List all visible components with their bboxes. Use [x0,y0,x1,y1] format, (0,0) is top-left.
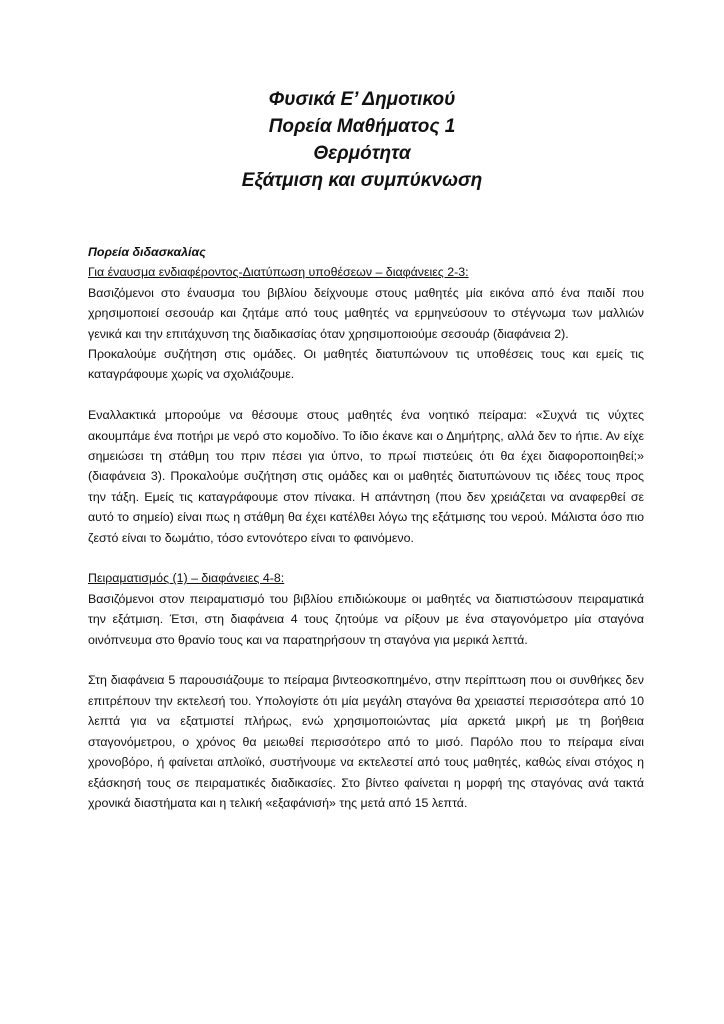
subheading-experiment-1: Πειραματισμός (1) – διαφάνειες 4-8: [88,571,285,586]
subheading-interest-hypotheses: Για έναυσμα ενδιαφέροντος-Διατύπωση υποθέσεων – διαφάνειες 2-3: [88,265,469,280]
paragraph-thought-experiment: Εναλλακτικά μπορούμε να θέσουμε στους μαθητές ένα νοητικό πείραμα: «Συχνά τις νύχτες ακουμπάμε ένα ποτήρι με νερό στο κομοδίνο. Το ίδιο έκανε και ο Δημήτρης, αλλά δεν το ήπιε. Αν είχε σημειώσει τη στάθμη του πριν πέσει για ύπνο, το πρωί πιστεύεις ότι θα έχει διαφοροποιηθεί;» (διαφάνεια 3). Προκαλούμε συζήτηση στις ομάδες και οι μαθητές διατυπώνουν τις ιδέες τους προς την τάξη. Εμείς τις καταγράφουμε στον πίνακα. Η απάντηση (που δεν χρειάζεται να αναφερθεί σε αυτό το σημείο) είναι πως η στάθμη θα έχει κατέλθει λόγω της εξάτμισης του νερού. Μάλιστα όσο πιο ζεστό είναι το δωμάτιο, τόσο εντονότερο είναι το φαινόμενο. [88,408,644,545]
document-body [88,242,644,813]
title-block [0,86,724,194]
title-subject: Φυσικά Ε’ Δημοτικού [268,89,456,110]
section-heading-teaching: Πορεία διδασκαλίας [88,245,206,259]
spacer [88,385,644,405]
title-subtopic: Εξάτμιση και συμπύκνωση [241,170,483,191]
spacer [88,650,644,670]
title-lesson: Πορεία Μαθήματος 1 [268,116,456,137]
title-topic: Θερμότητα [313,143,411,164]
paragraph-group-discussion: Προκαλούμε συζήτηση στις ομάδες. Οι μαθητές διατυπώνουν τις υποθέσεις τους και εμείς τις καταγράφουμε χωρίς να σχολιάζουμε. [88,347,644,382]
paragraph-alcohol-drop: Βασιζόμενοι στον πειραματισμό του βιβλίου επιδιώκουμε οι μαθητές να διαπιστώσουν πειραματικά την εξάτμιση. Έτσι, στη διαφάνεια 4 τους ζητούμε να ρίξουν με ένα σταγονόμετρο μία σταγόνα οινόπνευμα στο θρανίο τους και να παρατηρήσουν τη σταγόνα για μερικά λεπτά. [88,591,644,647]
paragraph-hairdryer: Βασιζόμενοι στο έναυσμα του βιβλίου δείχνουμε στους μαθητές μία εικόνα από ένα παιδί που χρησιμοποιεί σεσουάρ και ζητάμε από τους μαθητές να ερμηνεύσουν το στέγνωμα των μαλλιών γενικά και την επιτάχυνση της διαδικασίας όταν χρησιμοποιούμε σεσουάρ (διαφάνεια 2). [88,285,644,341]
spacer [88,548,644,568]
paragraph-video-experiment: Στη διαφάνεια 5 παρουσιάζουμε το πείραμα βιντεοσκοπημένο, στην περίπτωση που οι συνθήκες δεν επιτρέπουν την εκτελεσή του. Υπολογίστε ότι μία μεγάλη σταγόνα θα χρειαστεί περισσότερα από 10 λεπτά για να εξατμιστεί πλήρως, ενώ χρησιμοποιώντας μία αρκετά μικρή με τη βοήθεια σταγονόμετρου, ο χρόνος θα μειωθεί περισσότερο από το μισό. Παρόλο που το πείραμα είναι χρονοβόρο, ή φαίνεται απλοϊκό, συστήνουμε να εκτελεστεί από τους μαθητές, καθώς είναι στόχος η εξάσκησή τους σε πειραματικές διαδικασίες. Στο βίντεο φαίνεται η μορφή της σταγόνας ανά τακτά χρονικά διαστήματα και η τελική «εξαφάνισή» της μετά από 15 λεπτά. [88,673,644,810]
